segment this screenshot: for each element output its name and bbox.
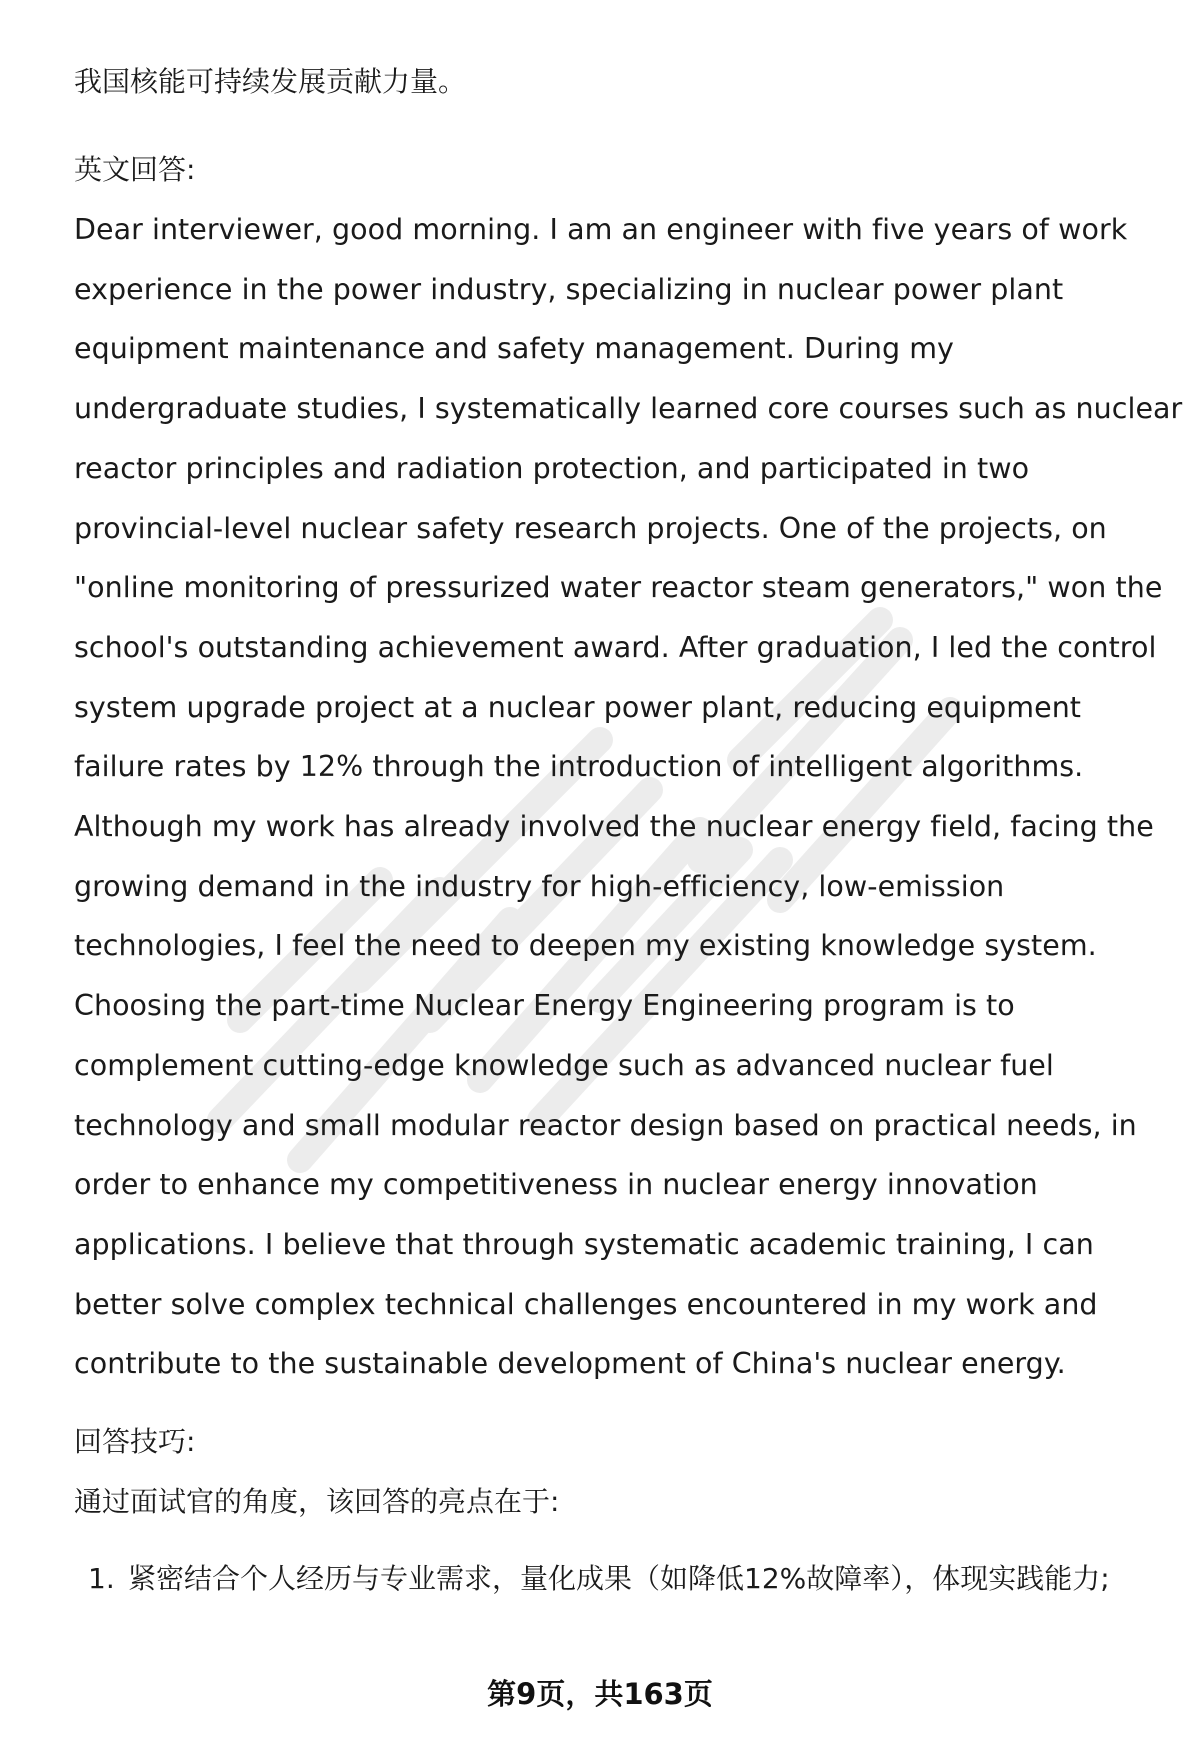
answer-line: Although my work has already involved the nuclear energy field, facing the [74, 810, 1154, 844]
spacer [74, 1394, 1164, 1412]
answer-line: system upgrade project at a nuclear power plant, reducing equipment [74, 690, 1082, 724]
answer-line: experience in the power industry, specializing in nuclear power plant [74, 272, 1064, 306]
tips-list [74, 1550, 1164, 1608]
tips-intro: 通过面试官的角度，该回答的亮点在于: [74, 1485, 560, 1519]
answer-line: growing demand in the industry for high-efficiency, low-emission [74, 869, 1005, 903]
answer-line: reactor principles and radiation protection, and participated in two [74, 451, 1030, 485]
answer-line: undergraduate studies, I systematically learned core courses such as nuclear [74, 392, 1183, 426]
answer-line: better solve complex technical challenges encountered in my work and [74, 1287, 1098, 1321]
answer-line: complement cutting-edge knowledge such as advanced nuclear fuel [74, 1048, 1054, 1082]
tips-heading: 回答技巧: [74, 1425, 196, 1459]
answer-line: Choosing the part-time Nuclear Energy Engineering program is to [74, 989, 1015, 1023]
answer-line: technology and small modular reactor design based on practical needs, in [74, 1108, 1137, 1142]
answer-line: Dear interviewer, good morning. I am an engineer with five years of work [74, 213, 1128, 246]
intro-line: 我国核能可持续发展贡献力量。 [74, 65, 467, 98]
answer-line: technologies, I feel the need to deepen my existing knowledge system. [74, 929, 1097, 963]
answer-line: school's outstanding achievement award. After graduation, I led the control [74, 630, 1157, 664]
answer-line: provincial-level nuclear safety research projects. One of the projects, on [74, 511, 1107, 545]
content-body [74, 52, 1183, 1608]
answer-line: contribute to the sustainable development of China's nuclear energy. [74, 1347, 1066, 1381]
list-item [74, 1550, 1200, 1608]
list-item-number: 1. [88, 1562, 115, 1596]
spacer [74, 1532, 1164, 1550]
answer-line: order to enhance my competitiveness in nuclear energy innovation [74, 1168, 1038, 1202]
answer-line: applications. I believe that through systematic academic training, I can [74, 1227, 1094, 1261]
english-answer-heading: 英文回答: [74, 153, 196, 186]
answer-line: equipment maintenance and safety management. During my [74, 332, 954, 366]
english-answer-paragraph [74, 200, 1183, 1394]
list-item-text: 紧密结合个人经历与专业需求，量化成果（如降低12%故障率），体现实践能力; [128, 1562, 1110, 1596]
page-footer: 第9页，共163页 [487, 1677, 713, 1711]
answer-line: failure rates by 12% through the introduction of intelligent algorithms. [74, 750, 1084, 784]
answer-line: "online monitoring of pressurized water reactor steam generators," won the [74, 571, 1163, 605]
spacer [74, 112, 1164, 140]
